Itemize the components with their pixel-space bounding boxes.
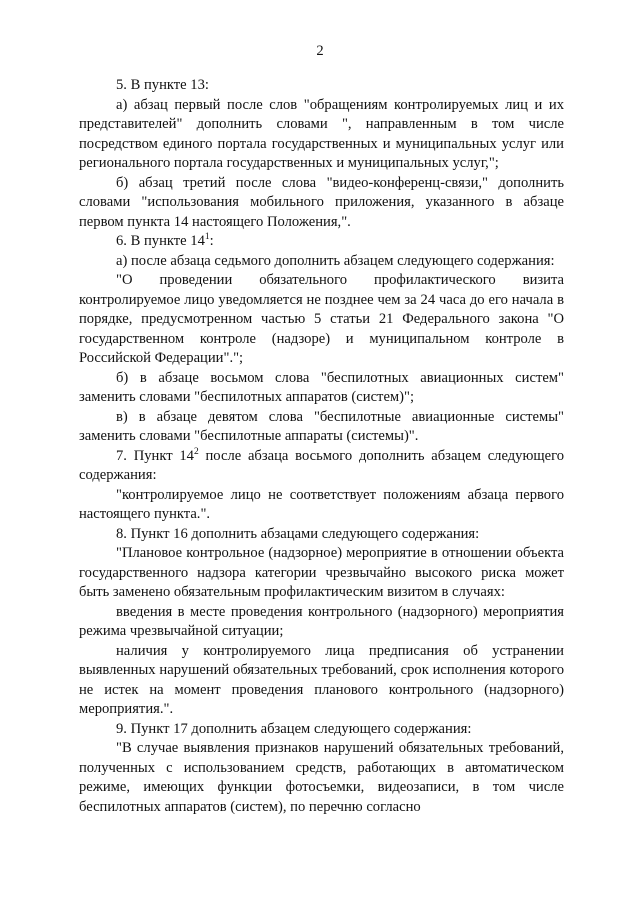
paragraph-item-7	[79, 447, 564, 486]
paragraph-item-6a: а) после абзаца седьмого дополнить абзацем следующего содержания:	[116, 252, 555, 269]
paragraph-quote-7: "контролируемое лицо не соответствует положениям абзаца первого настоящего пункта.".	[79, 486, 564, 522]
paragraph-item-6b: б) в абзаце восьмом слова "беспилотных авиационных систем" заменить словами "беспилотных аппаратов (систем)";	[79, 369, 564, 405]
superscript-number: 2	[193, 446, 199, 457]
paragraph-text-tail: после абзаца восьмого дополнить абзацем следующего содержания:	[79, 447, 564, 483]
paragraph-item-5b: б) абзац третий после слова "видео-конференц-связи," дополнить словами "использования мобильного приложения, указанного в абзаце первом пункта 14 настоящего Положения,".	[79, 174, 564, 230]
paragraph-item-6c: в) в абзаце девятом слова "беспилотные авиационные системы" заменить словами "беспилотные аппараты (системы)".	[79, 408, 564, 444]
paragraph-quote-8: "Плановое контрольное (надзорное) мероприятие в отношении объекта государственного надзора категории чрезвычайно высокого риска может быть заменено обязательным профилактическим визитом в случаях:	[79, 545, 564, 600]
paragraph-item-6	[79, 232, 564, 252]
paragraph-quote-9: "В случае выявления признаков нарушений обязательных требований, полученных с использованием средств, работающих в автоматическом режиме, имеющих функции фотосъемки, видеозаписи, в том числе беспилотных аппаратов (систем), по перечню согласно	[79, 740, 564, 815]
paragraph-text-tail: :	[209, 233, 214, 249]
paragraph-text: 7. Пункт 14	[116, 447, 194, 464]
paragraph-item-5a: а) абзац первый после слов "обращениям контролируемых лиц и их представителей" дополнить словами ", направленным в том числе посредством единого портала государственных и муниципальных услуг или регионального портала государственных и муниципальных услуг,";	[79, 96, 564, 171]
paragraph-quote-6a: "О проведении обязательного профилактического визита контролируемое лицо уведомляется не позднее чем за 24 часа до его начала в порядке, предусмотренном частью 5 статьи 21 Федерального закона "О государственном контроле (надзоре) и муниципальном контроле в Российской Федерации".";	[79, 272, 564, 366]
paragraph-item-5: 5. В пункте 13:	[116, 77, 209, 93]
superscript-number: 1	[204, 232, 210, 242]
document-body	[79, 76, 564, 817]
paragraph-item-8: 8. Пункт 16 дополнить абзацами следующего содержания:	[116, 525, 480, 542]
page-number: 2	[316, 43, 324, 59]
paragraph-case-2: наличия у контролируемого лица предписания об устранении выявленных нарушений обязательных требований, срок исполнения которого не истек на момент проведения планового контрольного (надзорного) мероприятия.".	[79, 642, 564, 717]
paragraph-text: 6. В пункте 14	[116, 233, 205, 249]
paragraph-case-1: введения в месте проведения контрольного (надзорного) мероприятия режима чрезвычайной ситуации;	[79, 603, 564, 639]
paragraph-item-9: 9. Пункт 17 дополнить абзацем следующего содержания:	[116, 720, 472, 737]
